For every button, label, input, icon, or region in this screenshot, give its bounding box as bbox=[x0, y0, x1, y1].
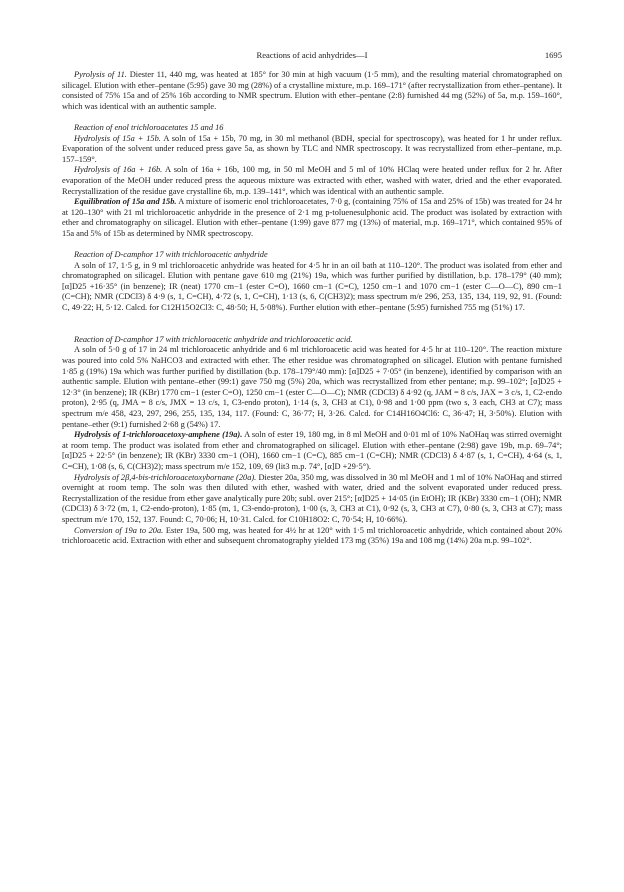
hydrolysis-20a-paragraph bbox=[62, 473, 562, 526]
page-header bbox=[62, 50, 562, 62]
paragraph-text: Diester 20a, 350 mg, was dissolved in 30 ml MeOH and 1 ml of 10% NaOHaq and stirred overnight at room temp. The soln was then diluted with ether, washed with water, dried and the solvent evaporated under reduced press. Recrystallization of the residue from ether gave analytically pure 20b; subl. over 215°; [α]D25 + 14·05 (in EtOH); IR (KBr) 3330 cm−1 (OH); NMR (CDCl3) δ 3·72 (m, 1, C2-endo-proton), 1·85 (m, 1, C3-endo-proton), 1·00 (s, 3, CH3 at C1), 0·92 (s, 3, CH3 at C7), 0·80 (s, 3, CH3 at C7); mass spectrum m/e 170, 152, 137. Found: C, 70·06; H, 10·31. Calcd. for C10H18O2: C, 70·54; H, 10·66%). bbox=[62, 472, 562, 524]
camphor-anhydride-acid-paragraph: A soln of 5·0 g of 17 in 24 ml trichloroacetic anhydride and 6 ml trichloroacetic acid was heated for 4·5 hr at 110–120°. The reaction mixture was poured into cold 5% NaHCO3 and extracted with ether. The ether residue was chromatographed on silicagel. Elution with pentane furnished 1·85 g (19%) 19a which was further purified by distillation (b.p. 178–179°/40 mm): [α]D25 + 7·05° (in benzene), identified by comparison with an authentic sample. Elution with pentane–ether (99:1) gave 750 mg (5%) 20a, which was recrystallized from ether pentane; m.p. 99–102°; [α]D25 + 12·3° (in benzene); IR (KBr) 1770 cm−1 (ester C=O), 1250 cm−1 (ester C—O—C); NMR (CDCl3) δ 4·92 (q, JAM = 8 c/s, JAX = 3 c/s, 1, C2-endo proton), 2·95 (q, JMA = 8 c/s, JMX = 13 c/s, 1, C3-endo proton), 1·14 (s, 3, CH3 at C1), 0·98 and 1·00 ppm (two s, 3 each, CH3 at C7); mass spectrum m/e 458, 423, 297, 296, 255, 135, 134, 117. (Found: C, 36·77; H, 3·26. Calcd. for C14H16O4Cl6: C, 36·47; H, 3·50%). Elution with pentane–ether (9:1) furnished 2·68 g (54%) 17. bbox=[62, 345, 562, 429]
section-heading: Reaction of D-camphor 17 with trichloroacetic anhydride bbox=[74, 250, 268, 260]
article-body bbox=[62, 70, 562, 547]
paragraph-text: Diester 11, 440 mg, was heated at 185° for 30 min at high vacuum (1·5 mm), and the resulting material chromatographed on silicagel. Elution with ether–pentane (5:95) gave 30 mg (28%) of a crystalline mixture, m.p. 169–171° (after recrystallization from ether–pentane). It consisted of 75% 15a and of 25% 16b according to NMR spectrum. Elution with ether–pentane (2:8) furnished 44 mg (52%) of 5a, m.p. 159–160°, which was identical with an authentic sample. bbox=[62, 70, 563, 111]
hydrolysis-15-paragraph bbox=[62, 134, 562, 166]
camphor-anhydride-paragraph: A soln of 17, 1·5 g, in 9 ml trichloroacetic anhydride was heated for 4·5 hr in an oil bath at 110–120°. The product was isolated from ether and chromatographed on silicagel. Elution with pentane gave 610 mg (21%) 19a, which was further purified by distillation, b.p. 178–179° (40 mm); [α]D25 +16·35° (in benzene); IR (neat) 1770 cm−1 (ester C=O), 1660 cm−1 (C=C), 1250 cm−1 and 1070 cm−1 (ester C—O—C), 890 cm−1 (C=CH); NMR (CDCl3) δ 4·9 (s, 1, C=CH), 4·72 (s, 1, C=CH), 1·13 (s, 6, C(CH3)2); mass spectrum m/e 296, 253, 135, 134, 119, 92, 91. (Found: C, 49·22; H, 5·12. Calcd. for C12H15O2Cl3: C, 48·50; H, 5·08%). Further elution with ether–pentane (5:95) furnished 755 mg (51%) 17. bbox=[62, 260, 562, 313]
hydrolysis-16-paragraph bbox=[62, 165, 562, 197]
hydrolysis-19a-paragraph bbox=[62, 430, 562, 472]
paragraph-text: A mixture of isomeric enol trichloroacetates, 7·0 g, (containing 75% of 15a and 25% of 15b) was treated for 24 hr at 120–130° with 21 ml trichloroacetic anhydride in the presence of 2·1 mg p-toluenesulphonic acid. The product was isolated by extraction with ether and chromatography on silicagel. Elution with ether–pentane (1:99) gave 877 mg (13%) of material, m.p. 169–171°, which contained 95% of 15a and 5% of 15b as determined by NMR spectroscopy. bbox=[62, 197, 562, 238]
section-gap bbox=[62, 314, 562, 325]
pyrolysis-paragraph bbox=[62, 70, 562, 112]
paragraph-text: A soln of 16a + 16b, 100 mg, in 50 ml MeOH and 5 ml of 10% HClaq were heated under reflux for 2 hr. After evaporation of the MeOH under reduced press the aqueous mixture was extracted with ether, washed with water, dried and the ether evaporated. Recrystallization of the residue gave crystalline 6b, m.p. 139–141°, which was identical with an authentic sample. bbox=[62, 165, 562, 196]
paragraph-lead: Hydrolysis of 15a + 15b. bbox=[74, 133, 161, 143]
paragraph-lead: Hydrolysis of 1-trichloroacetoxy-amphene (19a). bbox=[74, 430, 243, 440]
paragraph-text: A soln of ester 19, 180 mg, in 8 ml MeOH and 0·01 ml of 10% NaOHaq was stirred overnight at room temp. The product was isolated from ether and chromatographed on silicagel. Elution with ether–pentane (2:98) gave 19b, m.p. 69–74°; [α]D25 + 22·5° (in benzene); IR (KBr) 3330 cm−1 (OH), 1660 cm−1 (C=C), 885 cm−1 (C=CH); NMR (CDCl3) δ 4·87 (s, 1, C=CH), 4·64 (s, 1, C=CH), 1·08 (s, 6, C(CH3)2); mass spectrum m/e 152, 109, 69 (lit3 m.p. 74°, [α]D +29·5°). bbox=[62, 430, 562, 471]
paragraph-lead: Conversion of 19a to 20a. bbox=[74, 525, 164, 535]
conversion-paragraph bbox=[62, 526, 562, 547]
paragraph-lead: Pyrolysis of 11. bbox=[74, 70, 127, 79]
paragraph-text: Ester 19a, 500 mg, was heated for 4½ hr at 120° with 1·5 ml trichloroacetic anhydride, which contained about 20% trichloroacetic acid. Extraction with ether and subsequent chromatography yielded 173 mg (35%) 19a and 108 mg (14%) 20a m.p. 99–102°. bbox=[62, 525, 562, 546]
page-number: 1695 bbox=[544, 50, 562, 60]
paragraph-text: A soln of 15a + 15b, 70 mg, in 30 ml methanol (BDH, special for spectroscopy), was heated for 1 hr under reflux. Evaporation of the solvent under reduced press gave 5a, as shown by TLC and NMR spectroscopy. It was recrystallized from ether–pentane, m.p. 157–159°. bbox=[62, 133, 562, 164]
section-heading: Reaction of D-camphor 17 with trichloroacetic anhydride and trichloroacetic acid. bbox=[74, 334, 353, 344]
paragraph-lead: Hydrolysis of 2β,4-bis-trichloroacetoxybornane (20a). bbox=[74, 472, 257, 482]
section-heading: Reaction of enol trichloroacetates 15 and 16 bbox=[74, 122, 224, 132]
paragraph-lead: Equilibration of 15a and 15b. bbox=[74, 197, 177, 207]
running-title: Reactions of acid anhydrides—I bbox=[256, 50, 368, 60]
equilibration-paragraph bbox=[62, 197, 562, 239]
paragraph-lead: Hydrolysis of 16a + 16b. bbox=[74, 165, 163, 175]
